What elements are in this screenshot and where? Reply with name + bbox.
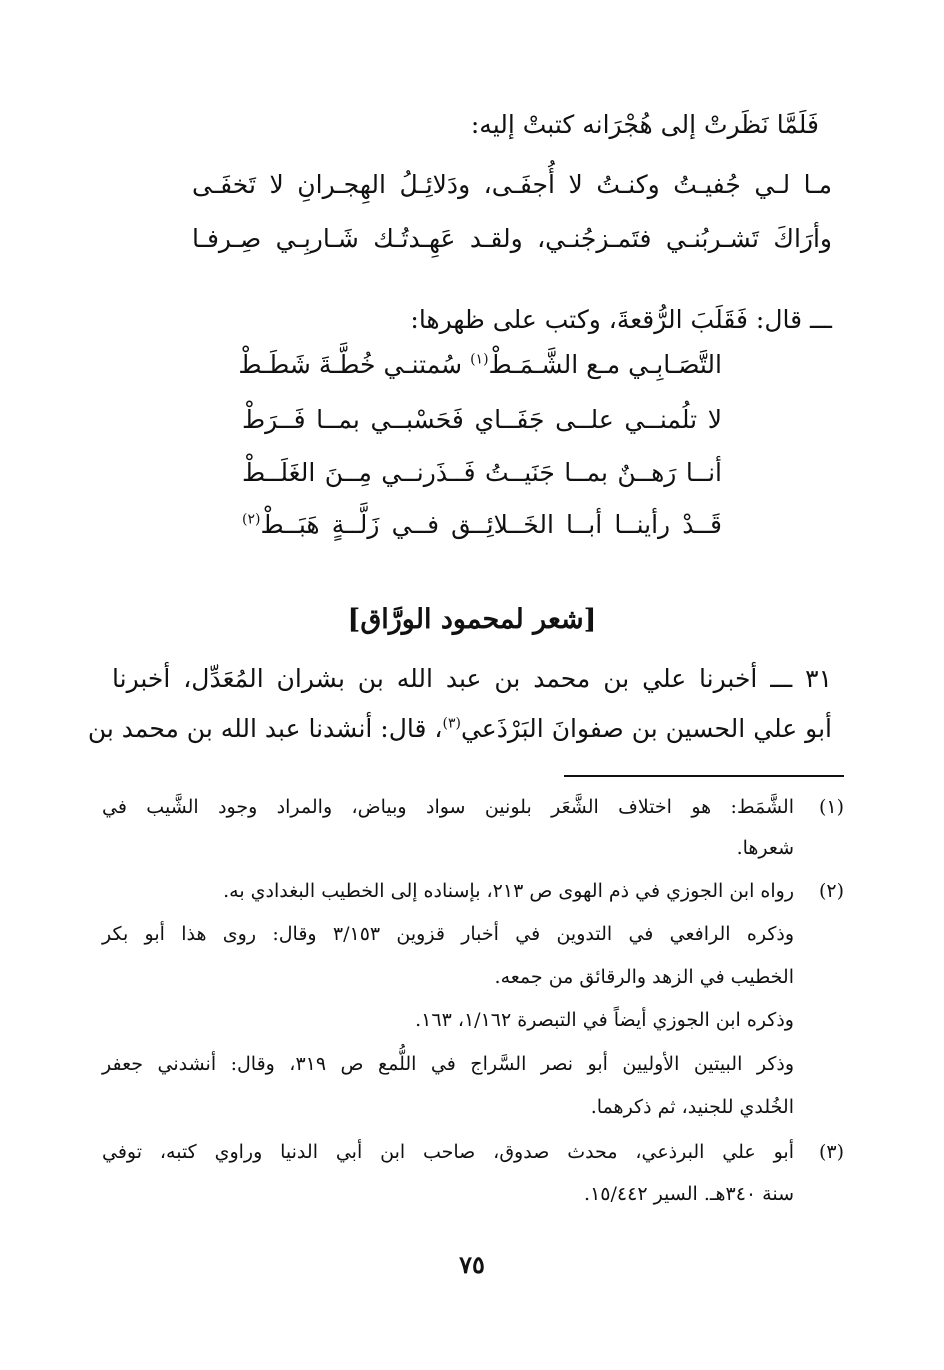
footnote-1-number: (١) <box>818 796 844 818</box>
paragraph-line2-b: ، قال: أنشدنا عبد الله بن محمد بن <box>87 714 443 743</box>
verse2-line4 <box>242 510 722 539</box>
footnote-2-line4: وذكره ابن الجوزي أيضاً في التبصرة ١/١٦٢، ١٦٣. <box>415 1009 794 1031</box>
verse2-line1-tail: سُمتنـي خُطَّـةَ شَطَـطْ <box>238 350 471 379</box>
verse1-line1: مـا لـي جُفيـتُ وكنـتُ لا أُجفَـى، ودَلائِـلُ الهِجـرانِ لا تَخفَـى <box>192 170 832 199</box>
verse2-line1 <box>238 350 722 379</box>
footnote-1-line1: الشَّمَط: هو اختلاف الشَّعَر بلونين سواد وبياض، والمراد وجود الشَّيب في <box>102 796 794 818</box>
page-number: ٧٥ <box>459 1250 485 1279</box>
verse2-line1-head: التَّصَـابِـي مـع الشَّـمَـطْ <box>488 350 722 379</box>
footnote-2-line5: وذكر البيتين الأوليين أبو نصر السَّراج في اللُّمع ص ٣١٩، وقال: أنشدني جعفر <box>102 1053 795 1075</box>
footnote-divider <box>564 775 844 777</box>
footnote-3-line2: سنة ٣٤٠هـ. السير ١٥/٤٤٢. <box>584 1183 794 1205</box>
footnote-2-number: (٢) <box>818 880 844 902</box>
paragraph-line2-a: أبو علي الحسين بن صفوانَ البَرْذَعي <box>460 714 832 743</box>
footnote-2-line3: الخطيب في الزهد والرقائق من جمعه. <box>494 966 794 988</box>
footnote-ref-3: (٣) <box>442 715 461 732</box>
verse2-line2: لا تلُمنــي علــى جَفَــاي فَحَسْبــي بمــا فَــرَطْ <box>242 405 722 434</box>
intro-line: فَلَمَّا نَظَرتْ إلى هُجْرَانه كتبتْ إليه: <box>470 110 819 139</box>
section-heading: [شعر لمحمود الورَّاق] <box>347 604 597 635</box>
verse2-line3: أنــا رَهــنٌ بمــا جَنَيــتُ فَــذَرنــي مِــنَ الغَلَــطْ <box>242 458 722 487</box>
footnote-1-line2: شعرها. <box>736 837 794 859</box>
footnote-2-line6: الخُلدي للجنيد، ثم ذكرهما. <box>590 1096 794 1118</box>
footnote-2-line1: رواه ابن الجوزي في ذم الهوى ص ٢١٣، بإسناده إلى الخطيب البغدادي به. <box>223 880 794 902</box>
verse2-line4-text: قَــدْ رأينــا أبــا الخَــلائِــق فــي زَلَّــةٍ هَبَــطْ <box>260 510 722 539</box>
footnote-2-line2: وذكره الرافعي في التدوين في أخبار قزوين ٣/١٥٣ وقال: روى هذا أبو بكر <box>102 923 794 945</box>
paragraph-line2 <box>87 714 832 743</box>
footnote-3-number: (٣) <box>818 1141 844 1163</box>
qal-line: ـــ قال: فَقَلَبَ الرُّقعةَ، وكتب على ظهرها: <box>410 305 832 334</box>
footnote-ref-2: (٢) <box>242 511 261 528</box>
verse1-line2: وأرَاكَ تَشـربُنـي فتَمـزجُنـي، ولقـد عَهِـدتُـك شَـاربِـي صِـرفـا <box>192 224 832 253</box>
paragraph-line1: ٣١ ـــ أخبرنا علي بن محمد بن عبد الله بن بشران المُعَدِّل، أخبرنا <box>112 664 832 693</box>
footnote-ref-1: (١) <box>470 351 489 368</box>
footnote-3-line1: أبو علي البرذعي، محدث صدوق، صاحب ابن أبي الدنيا وراوي كتبه، توفي <box>102 1141 794 1163</box>
